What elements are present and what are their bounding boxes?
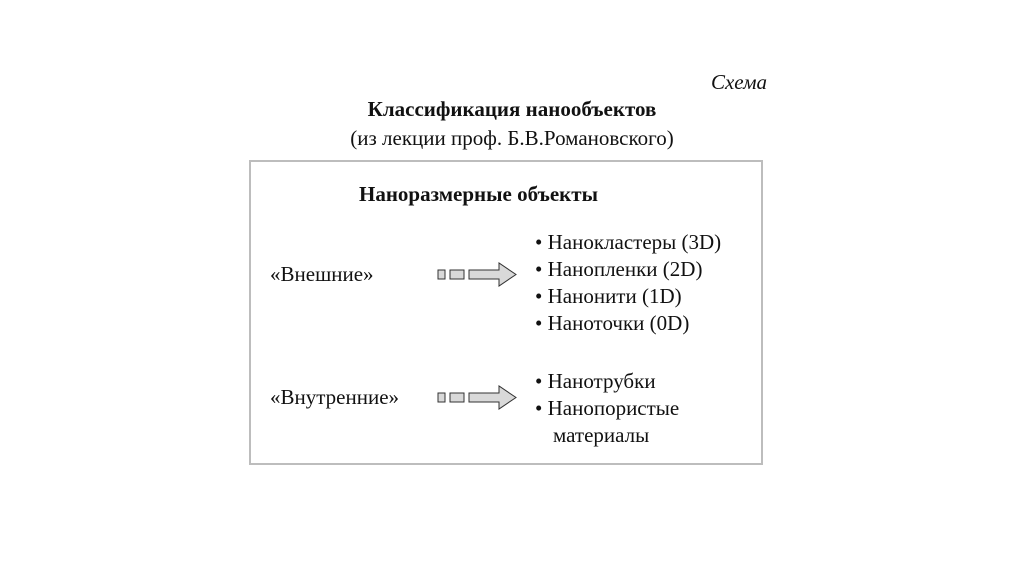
list-external <box>535 229 721 337</box>
list-internal <box>535 368 679 449</box>
arrow-dash-large <box>450 393 464 402</box>
group-label-external: «Внешние» <box>270 262 374 286</box>
arrow-head <box>469 263 516 286</box>
group-label-internal: «Внутренние» <box>270 385 400 409</box>
arrow-right-icon <box>437 260 519 290</box>
arrow-head <box>469 386 516 409</box>
list-item: • Нанопористые <box>535 396 680 420</box>
arrow-right-icon <box>437 383 519 413</box>
diagram-heading: Наноразмерные объекты <box>359 182 598 206</box>
arrow-dash-small <box>438 270 445 279</box>
list-item: • Нанотрубки <box>535 369 656 393</box>
list-item: • Наноточки (0D) <box>535 311 690 335</box>
list-item: • Нанокластеры (3D) <box>535 230 722 254</box>
list-item: • Нанопленки (2D) <box>535 257 703 281</box>
page-title: Классификация нанообъектов <box>367 97 657 121</box>
arrow-dash-large <box>450 270 464 279</box>
list-item: • Нанонити (1D) <box>535 284 682 308</box>
scheme-label: Схема <box>710 70 767 94</box>
list-item: материалы <box>553 423 650 447</box>
page-subtitle: (из лекции проф. Б.В.Романовского) <box>350 126 674 150</box>
arrow-dash-small <box>438 393 445 402</box>
